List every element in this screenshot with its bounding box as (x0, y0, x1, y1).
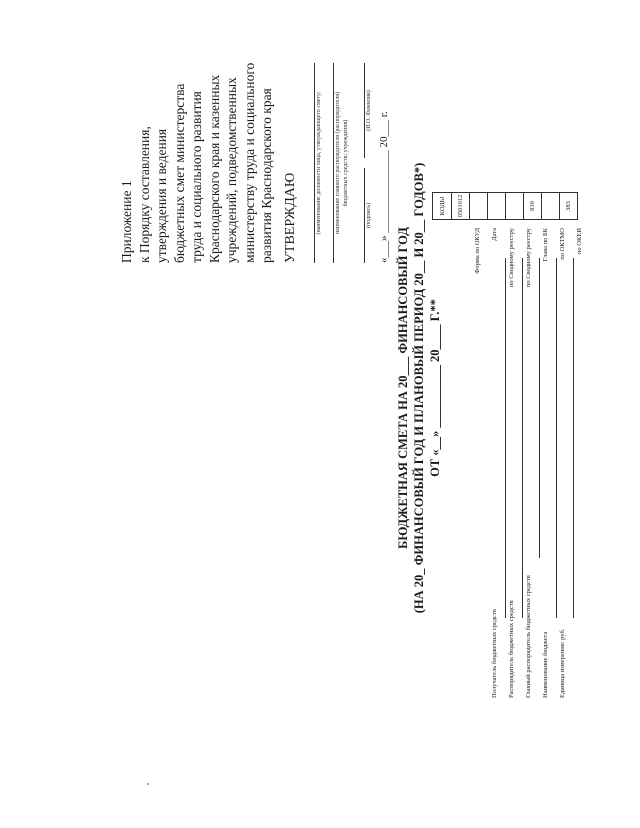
appendix-line: министерству труда и социального (241, 62, 257, 263)
code-date (470, 193, 488, 220)
signature-line (364, 168, 365, 263)
manager-line (333, 63, 334, 263)
recipient-line (505, 258, 506, 618)
appendix-line: труда и социального развития (189, 91, 204, 263)
chief-manager-line (539, 258, 540, 558)
manager-caption-2: бюджетных средств; учреждения) (343, 119, 349, 207)
label-bk: Глава по БК (542, 228, 549, 262)
title-line-3: ОТ «__» __________ 20____ Г.** (428, 299, 442, 477)
label-okei: по ОКЕИ (576, 228, 583, 255)
name-caption: (И.О. Фамилия) (366, 90, 372, 131)
codes-table (432, 192, 578, 220)
appendix-line: Краснодарского края и казенных (206, 74, 222, 263)
label-okud: Форма по ОКУД (474, 228, 481, 274)
position-line (314, 63, 315, 263)
title-line-1: БЮДЖЕТНАЯ СМЕТА НА 20___ ФИНАНСОВЫЙ ГОД (396, 227, 410, 549)
appendix-line: учреждений, подведомственных (224, 77, 239, 263)
title-line-2: (НА 20_ ФИНАНСОВЫЙ ГОД И ПЛАНОВЫЙ ПЕРИОД 20__ И 20__ ГОДОВ*) (412, 162, 426, 614)
codes-header: КОДЫ (433, 193, 452, 220)
chief-manager-label: Главный распорядитель бюджетных средств (525, 575, 532, 698)
scan-dot (147, 783, 149, 785)
unit-line (573, 258, 574, 618)
code-bk: 830 (524, 193, 542, 220)
code-registry-1 (488, 193, 506, 220)
code-okud: 0501012 (452, 193, 470, 220)
budget-name-line (556, 258, 557, 618)
appendix-line: к Порядку составления, (136, 126, 152, 263)
manager-label: Распорядитель бюджетных средств (508, 600, 515, 698)
appendix-note (118, 63, 276, 263)
signature-caption: (подпись) (366, 203, 372, 228)
manager-caption-1: наименование главного распорядителя (распорядителя) (335, 91, 341, 235)
unit-label: Единица измерения: руб. (559, 628, 566, 698)
position-caption: (наименование должности лица, утверждающего смету; (316, 91, 322, 235)
label-oktmo: по ОКТМО (559, 228, 566, 260)
appendix-line: бюджетных смет министерства (171, 83, 187, 263)
name-line (364, 63, 365, 158)
appendix-line: Приложение 1 (119, 180, 134, 263)
label-registry-1: по Сводному реестру (508, 228, 515, 288)
recipient-label: Получатель бюджетных средств (491, 609, 498, 698)
approve-heading: УТВЕРЖДАЮ (283, 172, 298, 263)
approve-date: «___» _______________ 20___ г. (378, 111, 390, 263)
appendix-line: развития Краснодарского края (259, 88, 274, 263)
manager-field-line (522, 258, 523, 618)
code-registry-2 (506, 193, 524, 220)
code-okei: 383 (560, 193, 578, 220)
appendix-line: утверждения и ведения (154, 128, 169, 263)
code-oktmo (542, 193, 560, 220)
label-registry-2: по Сводному реестру (525, 228, 532, 288)
budget-name-label: Наименование бюджета (542, 631, 549, 698)
label-date: Дата (491, 228, 498, 241)
